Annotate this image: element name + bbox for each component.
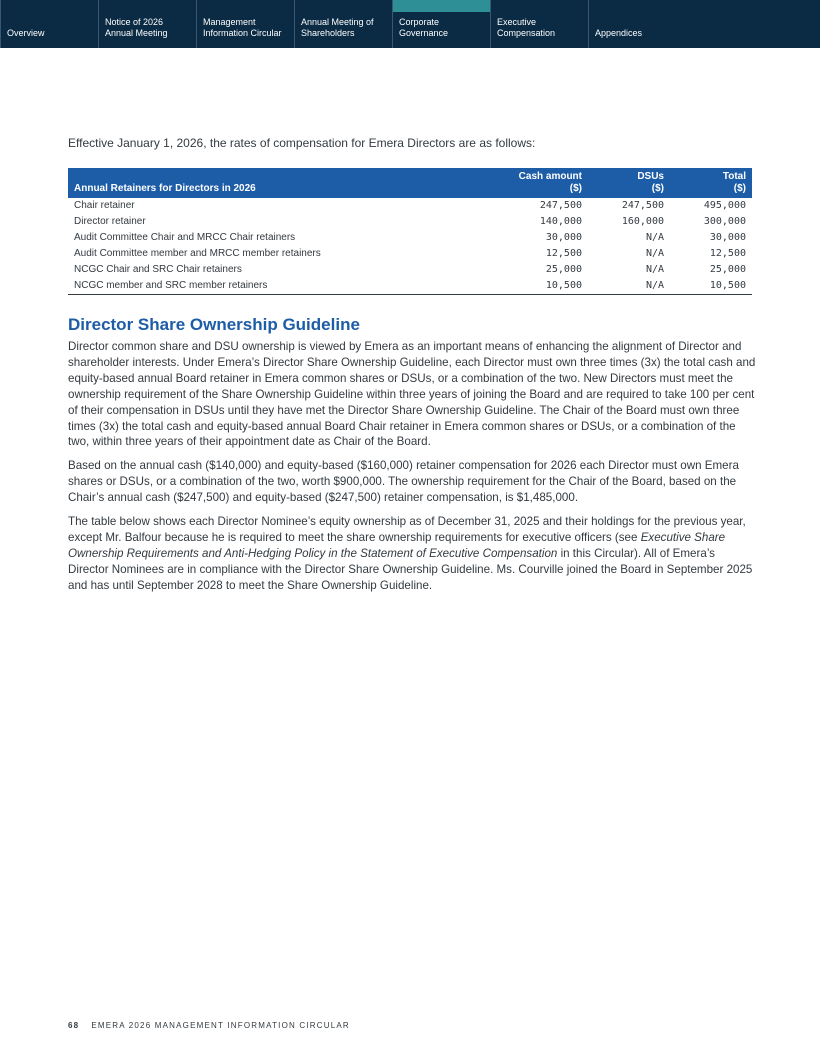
nav-tab-label: Executive Compensation [497, 17, 556, 38]
table-cell: 25,000 [709, 264, 746, 275]
table-cell: 300,000 [703, 216, 746, 227]
table-row [68, 262, 752, 278]
italic-reference[interactable]: Executive Share Ownership Requirements and Anti-Hedging Policy in the Statement of Executive Compensation [68, 530, 726, 560]
top-navigation [0, 0, 820, 48]
nav-tab-label: Corporate Governance [399, 17, 449, 38]
paragraph: Director common share and DSU ownership is viewed by Emera as an important means of enhancing the alignment of Director and shareholder interests. Under Emera’s Director Share Ownership Guideline, each Director must own three times (3x) the total cash and equity-based annual Board retainer in Emera common shares or DSUs, or a combination of the two. New Directors must meet the ownership requirement of the Share Ownership Guideline within three years of joining the Board and are required to take 100 per cent of their compensation in DSUs until they have met the Director Share Ownership Guideline. The Chair of the Board must own three times (3x) the total cash and equity-based annual Board Chair retainer in Emera common shares or DSUs, or a combination of the two, within three years of their appointment date as Chair of the Board. [68, 340, 756, 449]
table-cell: 140,000 [539, 216, 582, 227]
table-cell: N/A [645, 232, 664, 243]
table-row [68, 278, 752, 295]
table-row [68, 246, 752, 262]
table-cell: 160,000 [621, 216, 664, 227]
table-cell: 247,500 [539, 200, 582, 211]
table-cell: Director retainer [74, 216, 146, 227]
table-cell: 25,000 [545, 264, 582, 275]
table-cell: 10,500 [466, 278, 588, 295]
table-cell: Chair retainer [74, 200, 135, 211]
nav-tab-management-circular[interactable] [196, 0, 294, 48]
nav-tab-notice[interactable] [98, 0, 196, 48]
table-cell: Audit Committee member and MRCC member retainers [74, 248, 321, 259]
intro-text: Effective January 1, 2026, the rates of compensation for Emera Directors are as follows: [68, 136, 536, 150]
retainers-table [68, 168, 752, 295]
paragraph: Based on the annual cash ($140,000) and equity-based ($160,000) retainer compensation for 2026 each Director must own Emera shares or DSUs, or a combination of the two, worth $900,000. The ownership requirement for the Chair of the Board, based on the Chair’s annual cash ($247,500) and equity-based ($247,500) retainer compensation, is $1,485,000. [68, 459, 739, 505]
table-header-cell: Annual Retainers for Directors in 2026 [68, 168, 466, 198]
table-header-row [68, 168, 752, 198]
paragraph [68, 514, 758, 594]
table-header-cell: DSUs ($) [588, 168, 670, 198]
page-footer [68, 1021, 350, 1030]
nav-tab-appendices[interactable] [588, 0, 686, 48]
nav-tab-label: Appendices [595, 28, 643, 38]
table-cell: Audit Committee Chair and MRCC Chair retainers [74, 232, 296, 243]
table-cell: 30,000 [545, 232, 582, 243]
table-header-cell: Total ($) [670, 168, 752, 198]
table-cell: 10,500 [670, 278, 752, 295]
table-row [68, 198, 752, 214]
table-cell: N/A [645, 264, 664, 275]
nav-tab-label: Notice of 2026 Annual Meeting [105, 17, 168, 38]
table-cell: 12,500 [545, 248, 582, 259]
nav-tab-executive-compensation[interactable] [490, 0, 588, 48]
table-cell: NCGC member and SRC member retainers [68, 278, 466, 295]
paragraph-text: in this Circular). All of Emera’s Director Nominees are in compliance with the Director Share Ownership Guideline. Ms. Courville joined the Board in September 2025 and has until September 2028 to meet the Share Ownership Guideline. [68, 546, 753, 592]
table-header-cell: Cash amount ($) [466, 168, 588, 198]
nav-tab-overview[interactable] [0, 0, 98, 48]
section-heading: Director Share Ownership Guideline [68, 315, 360, 334]
page-number: 68 [68, 1021, 80, 1030]
nav-tab-label: Annual Meeting of Shareholders [301, 17, 374, 38]
table-row [68, 230, 752, 246]
nav-tab-annual-meeting[interactable] [294, 0, 392, 48]
table-cell: 12,500 [709, 248, 746, 259]
table-row [68, 214, 752, 230]
body-text [68, 339, 758, 602]
table-cell: N/A [645, 248, 664, 259]
table-cell: 495,000 [703, 200, 746, 211]
nav-tab-corporate-governance[interactable] [392, 0, 490, 48]
table-cell: NCGC Chair and SRC Chair retainers [74, 264, 242, 275]
nav-tab-label: Overview [7, 28, 45, 38]
footer-title: EMERA 2026 MANAGEMENT INFORMATION CIRCULAR [91, 1021, 350, 1030]
table-cell: 30,000 [709, 232, 746, 243]
paragraph-text: The table below shows each Director Nominee’s equity ownership as of December 31, 2025 and their holdings for the previous year, except Mr. Balfour because he is required to meet the share ownership requirements for executive officers (see [68, 515, 746, 544]
nav-tab-label: Management Information Circular [203, 17, 282, 38]
table-cell: 247,500 [621, 200, 664, 211]
table-cell: N/A [588, 278, 670, 295]
